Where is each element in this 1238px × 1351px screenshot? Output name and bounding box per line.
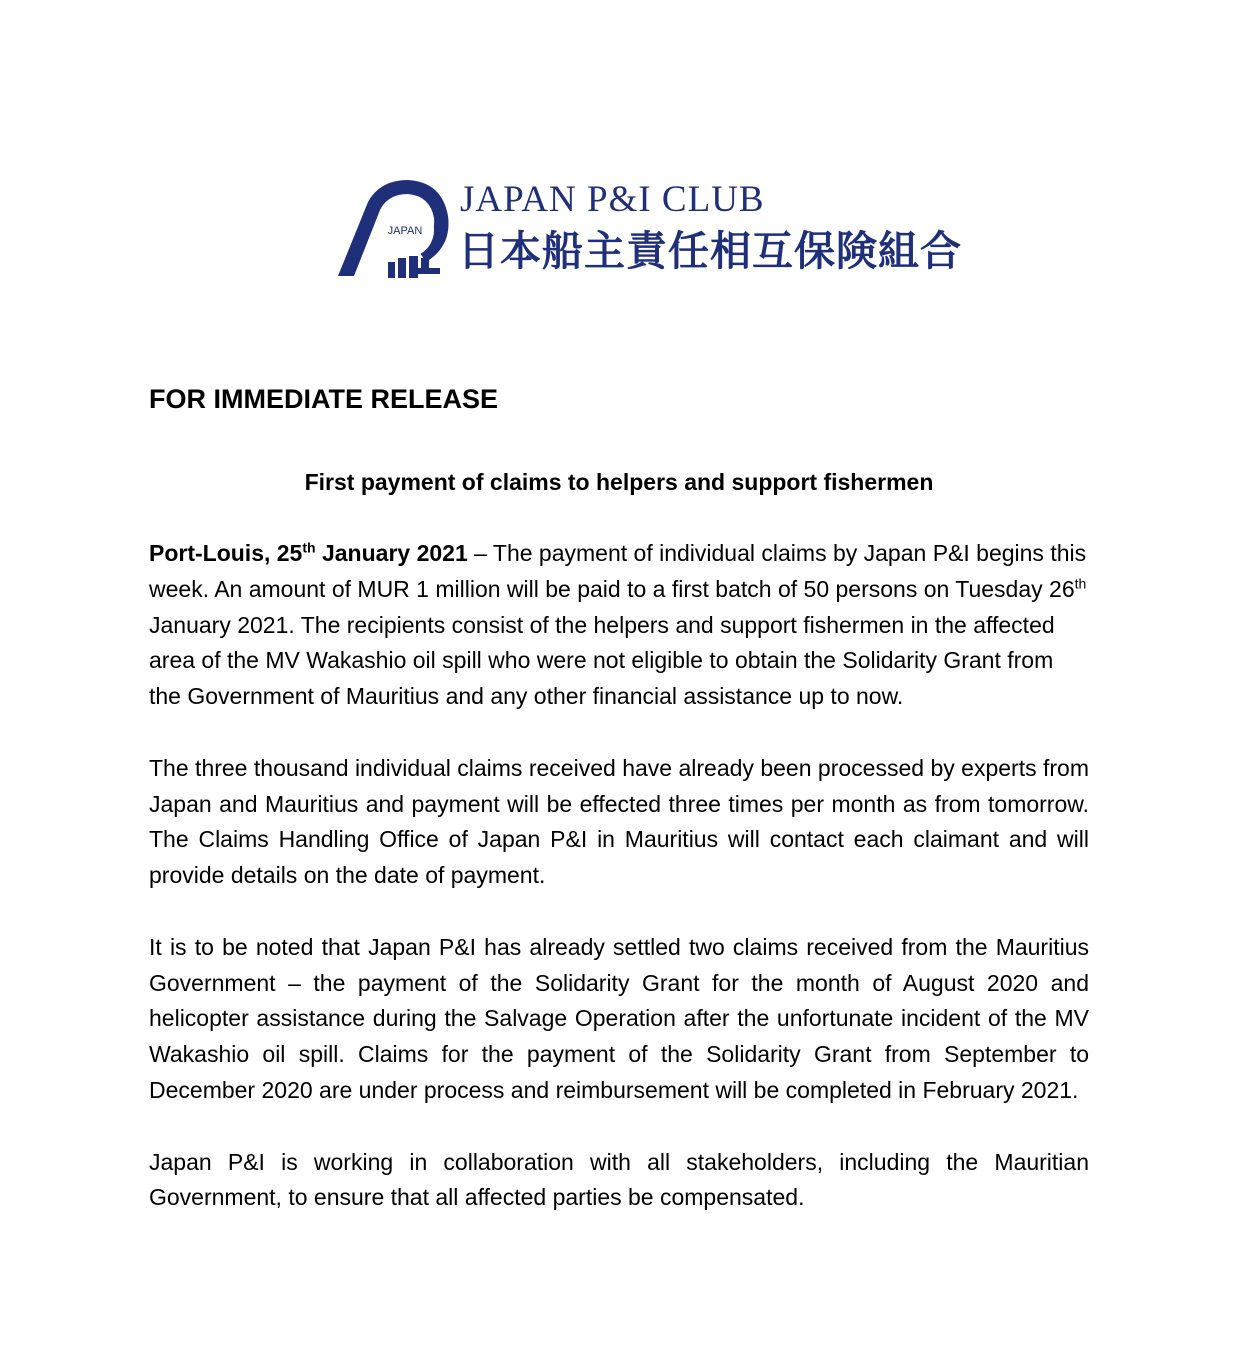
dateline-city: Port-Louis, 25 — [149, 540, 303, 566]
paragraph-4: Japan P&I is working in collaboration with all stakeholders, including the Mauritian Government, to ensure that all affected parties be compensated. — [149, 1148, 1089, 1211]
club-logo — [334, 176, 962, 280]
paragraph-2: The three thousand individual claims received have already been processed by experts from Japan and Mauritius and payment will be effected three times per month as from tomorrow. The Claims Handling Office of Japan P&I in Mauritius will contact each claimant and will provide details on the date of payment. — [149, 754, 1089, 889]
club-name-english: JAPAN P&I CLUB — [460, 179, 765, 220]
paragraph-3: It is to be noted that Japan P&I has already settled two claims received from the Mauritius Government – the payment of the Solidarity Grant for the month of August 2020 and helicopter assistance during the Salvage Operation after the unfortunate incident of the MV Wakashio oil spill. Claims for the payment of the Solidarity Grant from September to December 2020 are under process and reimbursement will be completed in February 2021. — [149, 933, 1089, 1103]
paragraph-1-text-b: January 2021. The recipients consist of the helpers and support fishermen in the affected area of the MV Wakashio oil spill who were not eligible to obtain the Solidarity Grant from the Government of Mauritius and any other financial assistance up to now. — [149, 611, 1055, 710]
headline: First payment of claims to helpers and support fishermen — [304, 469, 934, 495]
emblem-label: JAPAN — [387, 225, 423, 237]
dateline-month-year: January 2021 — [315, 540, 468, 566]
article-body — [149, 536, 1089, 1252]
paragraph-1 — [149, 536, 1089, 715]
japan-pi-club-emblem-icon — [334, 176, 454, 280]
club-name-japanese: 日本船主責任相互保険組合 — [458, 227, 962, 275]
date-suffix: th — [1074, 575, 1087, 592]
dateline — [149, 540, 468, 566]
paragraph-1-text-a: – The payment of individual claims by Japan P&I begins this week. An amount of MUR 1 million will be paid to a first batch of 50 persons on Tuesday 26 — [149, 540, 1087, 602]
dateline-suffix: th — [302, 539, 316, 556]
release-label: FOR IMMEDIATE RELEASE — [149, 384, 499, 414]
